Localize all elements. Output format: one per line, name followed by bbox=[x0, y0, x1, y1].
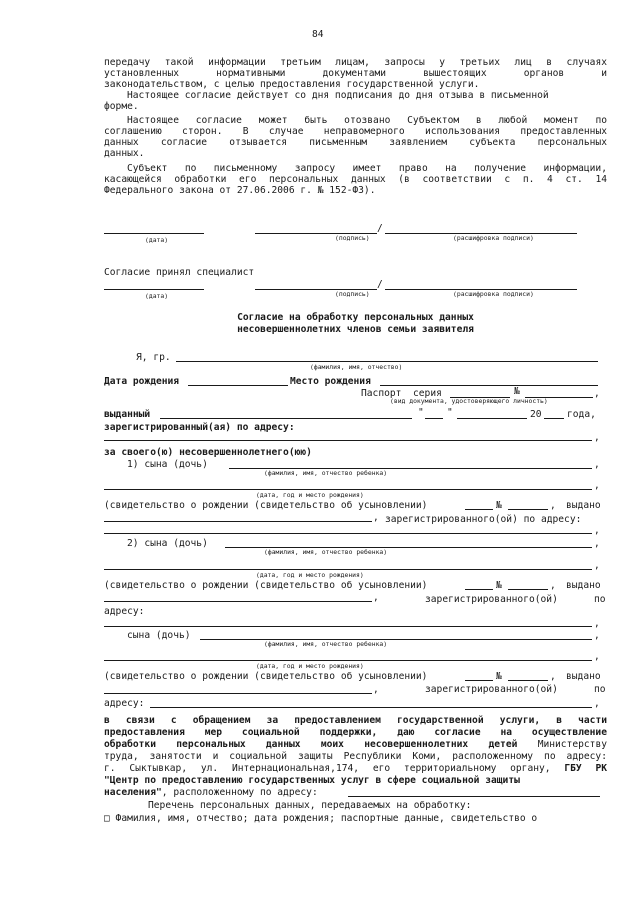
intro-line: касающейся обработки его персональных данных (в соответствии с п. 4 ст. 14 bbox=[104, 174, 607, 185]
intro-line: установленных нормативными документами вышестоящих органов и bbox=[104, 68, 607, 79]
date-caption: (дата) bbox=[145, 236, 169, 244]
consent-line bbox=[104, 787, 318, 798]
consent-line: "Центр по предоставлению государственных услуг в сфере социальной защиты bbox=[104, 775, 520, 786]
cert-issuer-field[interactable] bbox=[104, 693, 372, 694]
year-word: года, bbox=[567, 409, 596, 420]
slash: / bbox=[377, 279, 383, 290]
slash: / bbox=[377, 223, 383, 234]
consent-regular-part: г. Сыктывкар, ул. Интернациональная,174, его территориальному органу, bbox=[104, 763, 551, 774]
comma: , bbox=[594, 388, 600, 399]
child-birth-caption: (дата, год и место рождения) bbox=[256, 491, 364, 499]
cert-text: (свидетельство о рождении (свидетельство об усыновлении) bbox=[104, 671, 428, 682]
child-address-field[interactable] bbox=[150, 707, 592, 708]
consent-line: в связи с обращением за предоставлением государственной услуги, в части bbox=[104, 715, 607, 726]
child-birth-caption: (дата, год и место рождения) bbox=[256, 571, 364, 579]
child-registered-label: зарегистрированного(ой) bbox=[425, 684, 558, 695]
intro-line: данных согласие отзывается письменным заявлением субъекта персональных bbox=[104, 137, 607, 148]
comma: , bbox=[373, 684, 379, 695]
po-label: по bbox=[594, 594, 606, 605]
specialist-label: Согласие принял специалист bbox=[104, 267, 255, 278]
issued-label: выдано bbox=[566, 500, 601, 511]
intro-line: данных. bbox=[104, 148, 145, 159]
address-label: адресу: bbox=[104, 698, 145, 709]
birth-date-field[interactable] bbox=[188, 385, 288, 386]
comma: , bbox=[594, 618, 600, 629]
year-prefix: 20 bbox=[530, 409, 542, 420]
child-label: 2) сына (дочь) bbox=[127, 538, 208, 549]
intro-line: Настоящее согласие может быть отозвано Субъектом в любой момент по bbox=[127, 115, 607, 126]
comma: , bbox=[550, 580, 556, 591]
signature-caption: (подпись) bbox=[335, 290, 370, 298]
cert-issuer-field[interactable] bbox=[104, 601, 372, 602]
registered-label: зарегистрированный(ая) по адресу: bbox=[104, 422, 295, 433]
consent-bold-part: населения" bbox=[104, 787, 162, 798]
issue-year-field[interactable] bbox=[544, 418, 564, 419]
intro-line: передачу такой информации третьим лицам, запросы у третьих лиц в случаях bbox=[104, 57, 607, 68]
cert-text: (свидетельство о рождении (свидетельство об усыновлении) bbox=[104, 580, 428, 591]
child-fio-caption: (фамилия, имя, отчество ребенка) bbox=[264, 640, 388, 648]
intro-line: Субъект по письменному запросу имеет право на получение информации, bbox=[127, 163, 607, 174]
intro-line: Федерального закона от 27.06.2006 г. № 152-ФЗ). bbox=[104, 185, 376, 196]
child-address-field[interactable] bbox=[104, 533, 592, 534]
child-label: сына (дочь) bbox=[127, 630, 191, 641]
consent-bold-part: ГБУ РК bbox=[564, 763, 608, 774]
cert-no-sign: № bbox=[496, 580, 502, 591]
cert-text: (свидетельство о рождении (свидетельство об усыновлении) bbox=[104, 500, 428, 511]
date-caption: (дата) bbox=[145, 292, 169, 300]
comma: , bbox=[594, 480, 600, 491]
signature-caption: (подпись) bbox=[335, 234, 370, 242]
issue-month-field[interactable] bbox=[457, 418, 527, 419]
form-title-line: несовершеннолетних членов семьи заявителя bbox=[237, 324, 474, 335]
fio-caption: (фамилия, имя, отчество) bbox=[310, 363, 403, 371]
birth-date-label: Дата рождения bbox=[104, 376, 180, 387]
cert-no-sign: № bbox=[496, 671, 502, 682]
birth-place-field[interactable] bbox=[380, 385, 598, 386]
cert-series-field[interactable] bbox=[465, 589, 493, 590]
comma: , bbox=[594, 560, 600, 571]
comma: , bbox=[373, 592, 379, 603]
issued-label: выданный bbox=[104, 409, 151, 420]
birth-place-label: Место рождения bbox=[290, 376, 371, 387]
for-child-label: за своего(ю) несовершеннолетнего(юю) bbox=[104, 447, 312, 458]
intro-line: законодательством, с целью предоставления государственной услуги. bbox=[104, 79, 480, 90]
consent-line bbox=[104, 763, 607, 774]
page-number: 84 bbox=[312, 29, 324, 40]
number-sign: № bbox=[514, 386, 520, 397]
cert-number-field[interactable] bbox=[508, 589, 548, 590]
comma: , bbox=[594, 432, 600, 443]
consent-line: предоставления мер социальной поддержки, даю согласие на осуществление bbox=[104, 727, 607, 738]
comma: , bbox=[594, 630, 600, 641]
cert-issuer-field[interactable] bbox=[104, 521, 372, 522]
child-address-field[interactable] bbox=[104, 626, 592, 627]
passport-label: Паспорт bbox=[361, 388, 402, 399]
cert-series-field[interactable] bbox=[465, 509, 493, 510]
child-label: 1) сына (дочь) bbox=[127, 459, 208, 470]
consent-regular-part: Министерству bbox=[537, 739, 607, 750]
consent-line bbox=[104, 739, 607, 750]
address-label: адресу: bbox=[104, 606, 145, 617]
cert-no-sign: № bbox=[496, 500, 502, 511]
address-field[interactable] bbox=[104, 440, 592, 441]
intro-line: соглашению сторон. В случае неправомерного использования предоставленных bbox=[104, 126, 607, 137]
intro-line: Настоящее согласие действует со дня подписания до дня отзыва в письменной bbox=[127, 90, 549, 101]
intro-line: форме. bbox=[104, 101, 139, 112]
child-fio-caption: (фамилия, имя, отчество ребенка) bbox=[264, 548, 388, 556]
ya-gr-label: Я, гр. bbox=[136, 352, 171, 363]
list-item: □ Фамилия, имя, отчество; дата рождения; паспортные данные, свидетельство о bbox=[104, 813, 538, 824]
decoding-caption: (расшифровка подписи) bbox=[453, 234, 534, 242]
issued-label: выдано bbox=[566, 580, 601, 591]
form-title-line: Согласие на обработку персональных данных bbox=[237, 312, 474, 323]
child-birth-caption: (дата, год и место рождения) bbox=[256, 662, 364, 670]
applicant-fio-field[interactable] bbox=[176, 361, 598, 362]
consent-bold-part: обработки персональных данных моих несовершеннолетних детей bbox=[104, 739, 518, 750]
comma: , bbox=[594, 651, 600, 662]
doc-caption: (вид документа, удостоверяющего личность) bbox=[390, 397, 548, 405]
cert-number-field[interactable] bbox=[508, 680, 548, 681]
comma: , bbox=[594, 698, 600, 709]
child-birth-field[interactable] bbox=[104, 569, 592, 570]
cert-series-field[interactable] bbox=[465, 680, 493, 681]
series-label: серия bbox=[413, 388, 442, 399]
center-address-field[interactable] bbox=[348, 796, 600, 797]
child-registered-label: зарегистрированного(ой) bbox=[425, 594, 558, 605]
issue-day-field[interactable] bbox=[425, 418, 443, 419]
child-registered-label: зарегистрированного(ой) по адресу: bbox=[385, 514, 582, 525]
consent-regular-part: , расположенному по адресу: bbox=[161, 787, 318, 798]
comma: , bbox=[550, 500, 556, 511]
child-birth-field[interactable] bbox=[104, 660, 592, 661]
decoding-caption: (расшифровка подписи) bbox=[453, 290, 534, 298]
date-line[interactable] bbox=[104, 289, 204, 290]
child-fio-caption: (фамилия, имя, отчество ребенка) bbox=[264, 469, 388, 477]
comma: , bbox=[373, 512, 379, 523]
child-fio-field[interactable] bbox=[200, 639, 592, 640]
comma: , bbox=[594, 459, 600, 470]
quote-open: " bbox=[418, 407, 424, 418]
consent-line: труда, занятости и социальной защиты Республики Коми, расположенному по адресу: bbox=[104, 751, 607, 762]
comma: , bbox=[594, 525, 600, 536]
child-birth-field[interactable] bbox=[104, 489, 592, 490]
comma: , bbox=[594, 538, 600, 549]
issued-by-field[interactable] bbox=[160, 418, 412, 419]
quote-close: " bbox=[447, 407, 453, 418]
cert-number-field[interactable] bbox=[508, 509, 548, 510]
date-line[interactable] bbox=[104, 233, 204, 234]
issued-label: выдано bbox=[566, 671, 601, 682]
po-label: по bbox=[594, 684, 606, 695]
comma: , bbox=[550, 671, 556, 682]
list-title: Перечень персональных данных, передаваемых на обработку: bbox=[148, 800, 472, 811]
